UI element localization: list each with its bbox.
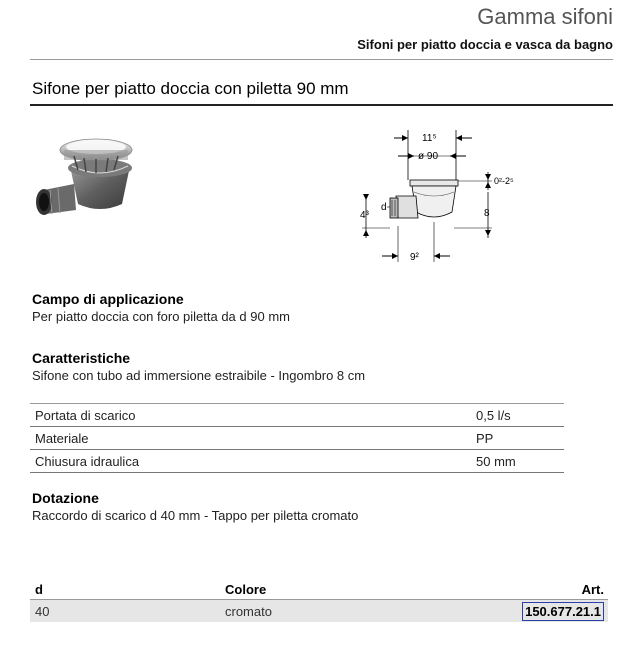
table-row — [30, 600, 608, 623]
table-row — [30, 450, 564, 473]
caratteristiche-label: Caratteristiche — [32, 350, 131, 366]
property-name: Portata di scarico — [30, 404, 476, 427]
technical-drawing — [356, 126, 514, 266]
article-table — [30, 579, 608, 622]
caratteristiche-text: Sifone con tubo ad immersione estraibile - Ingombro 8 cm — [32, 368, 366, 383]
dotazione-text: Raccordo di scarico d 40 mm - Tappo per piletta cromato — [32, 508, 359, 523]
property-name: Materiale — [30, 427, 476, 450]
dim-adjust-range: 0²-2⁵ — [494, 176, 514, 186]
cell-art — [361, 600, 608, 623]
cell-d: 40 — [30, 600, 220, 623]
column-header-colore: Colore — [225, 581, 267, 597]
campo-text: Per piatto doccia con foro piletta da d 90 mm — [32, 309, 290, 324]
dim-diameter: ø 90 — [418, 151, 439, 162]
property-value: 50 mm — [476, 450, 564, 473]
dim-outlet-height: 4³ — [360, 210, 369, 221]
property-value: PP — [476, 427, 564, 450]
dim-outlet-d: d — [381, 202, 387, 213]
title-divider — [30, 104, 613, 106]
header-divider — [30, 59, 613, 60]
property-value: 0,5 l/s — [476, 404, 564, 427]
article-number[interactable]: 150.677.21.1 — [522, 602, 604, 621]
campo-label: Campo di applicazione — [32, 291, 184, 307]
product-title: Sifone per piatto doccia con piletta 90 mm — [32, 79, 349, 98]
page-header-title: Gamma sifoni — [477, 4, 613, 29]
product-photo — [30, 132, 160, 224]
column-header-d: d — [35, 581, 43, 597]
dim-total-height: 8 — [484, 208, 490, 219]
dotazione-label: Dotazione — [32, 490, 99, 506]
table-header-row — [30, 579, 608, 600]
dim-offset: 9² — [410, 252, 419, 263]
page-header-subtitle: Sifoni per piatto doccia e vasca da bagno — [357, 37, 613, 52]
cell-colore: cromato — [220, 600, 361, 623]
table-row — [30, 427, 564, 450]
column-header-art: Art. — [581, 581, 604, 597]
table-row — [30, 404, 564, 427]
dim-overall-width: 11⁵ — [422, 133, 437, 144]
properties-table — [30, 403, 564, 473]
property-name: Chiusura idraulica — [30, 450, 476, 473]
